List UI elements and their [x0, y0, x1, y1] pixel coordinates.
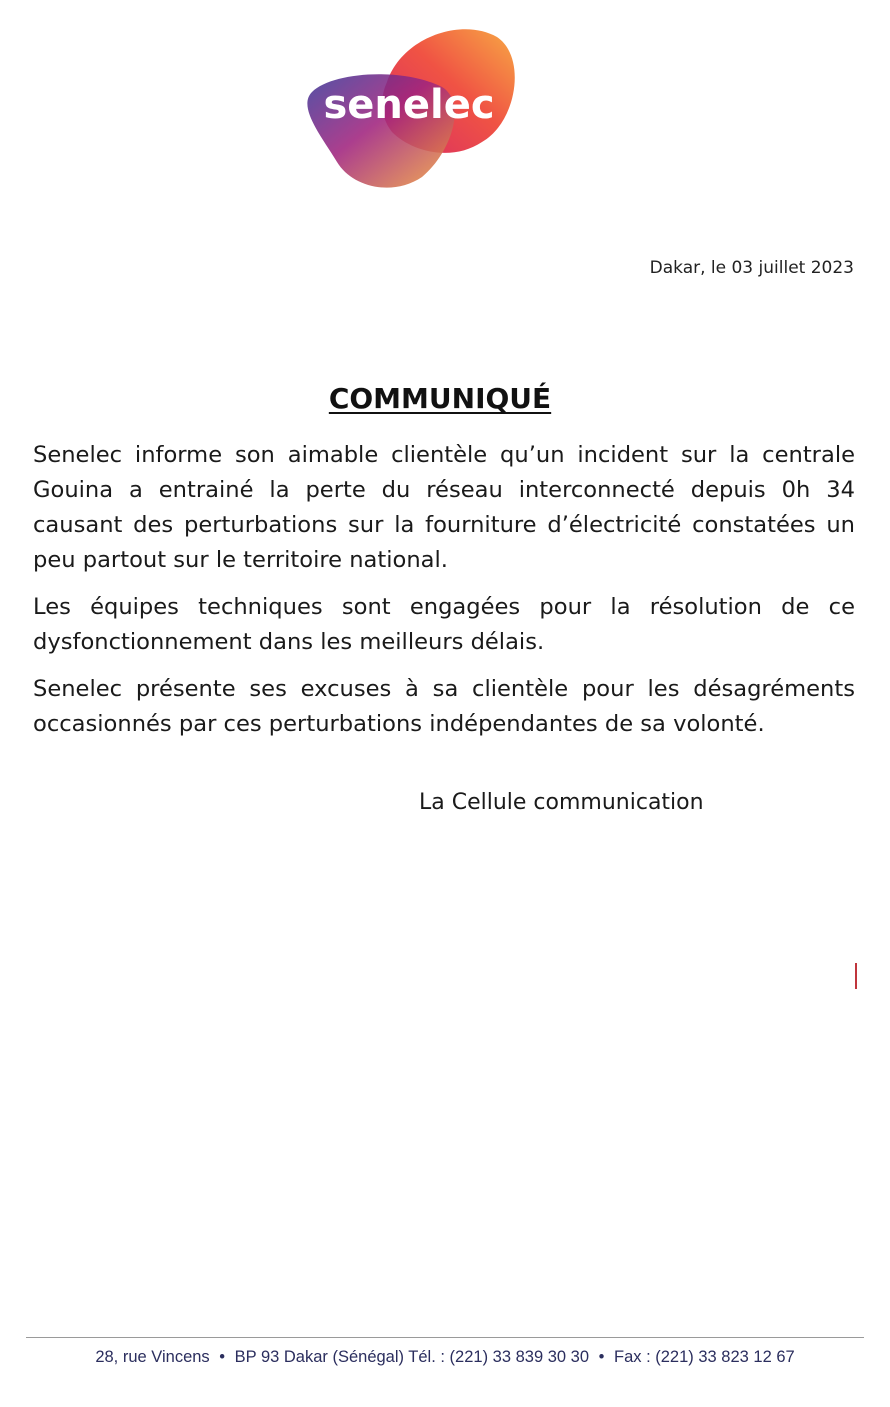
svg-text:senelec: senelec — [323, 82, 495, 128]
senelec-logo — [292, 12, 522, 192]
communique-body — [33, 438, 855, 754]
footer-fax: Fax : (221) 33 823 12 67 — [613, 1348, 795, 1366]
paragraph-teams: Les équipes techniques sont engagées pour la résolution de ce dysfonctionnement dans les meilleurs délais. — [33, 594, 855, 655]
bullet-separator: • — [598, 1348, 605, 1366]
footer-postbox-phone: BP 93 Dakar (Sénégal) Tél. : (221) 33 839 30 30 — [234, 1348, 590, 1366]
logo-graphic — [292, 12, 522, 192]
bullet-separator: • — [219, 1348, 226, 1366]
date-line: Dakar, le 03 juillet 2023 — [649, 258, 854, 278]
paragraph-incident: Senelec informe son aimable clientèle qu’un incident sur la centrale Gouina a entrainé la perte du réseau interconnecté depuis 0h 34 causant des perturbations sur la fourniture d’électricité constatées un peu partout sur le territoire national. — [33, 442, 855, 573]
document-title — [0, 382, 890, 415]
footer-address: 28, rue Vincens — [95, 1348, 210, 1366]
paragraph-apology: Senelec présente ses excuses à sa clientèle pour les désagréments occasionnés par ces perturbations indépendantes de sa volonté. — [33, 676, 855, 737]
title-text: COMMUNIQUÉ — [328, 382, 552, 415]
red-mark — [855, 963, 857, 989]
footer-contact — [0, 1348, 890, 1367]
signature: La Cellule communication — [419, 790, 704, 815]
footer-divider — [26, 1337, 864, 1338]
